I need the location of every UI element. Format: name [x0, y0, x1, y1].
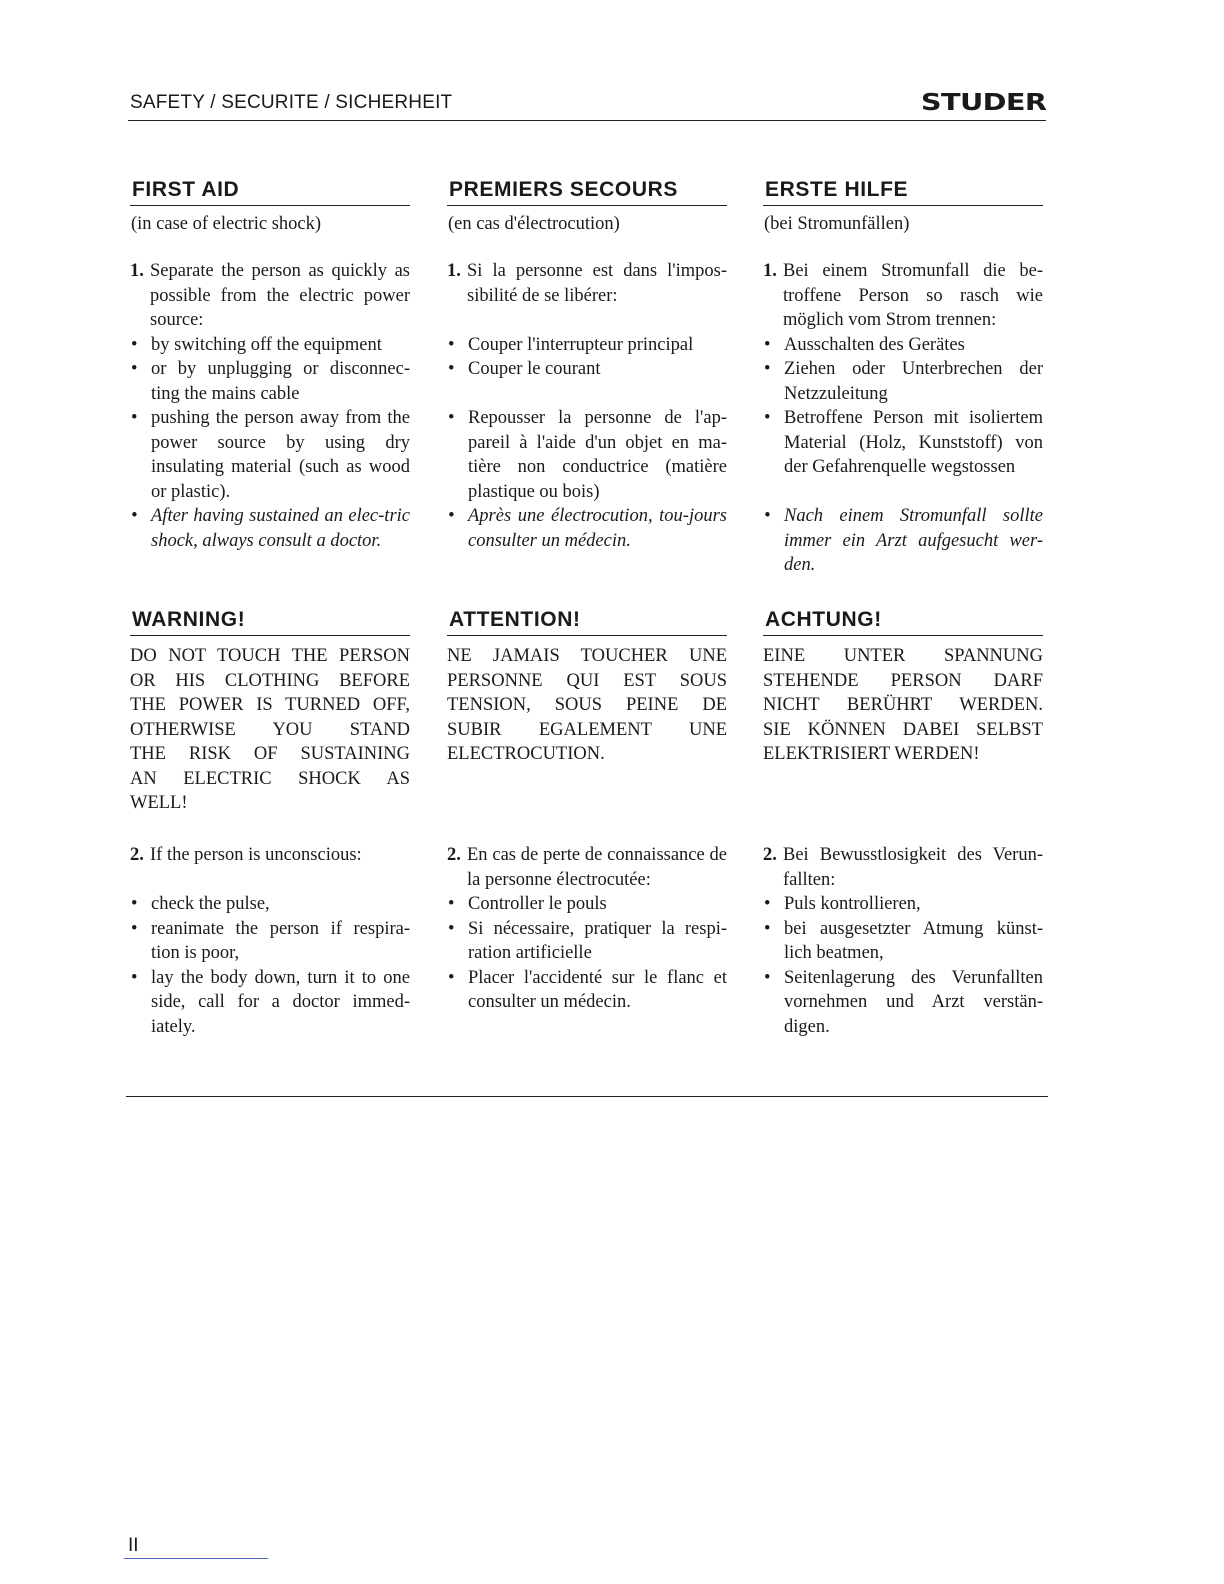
footer-link-underline: [124, 1558, 268, 1559]
list-item: • reanimate the person if respira-tion is poor,: [131, 918, 410, 963]
warning-text: DO NOT TOUCH THE PERSON OR HIS CLOTHING BEFORE THE POWER IS TURNED OFF, OTHERWISE YOU STAND THE RISK OF SUSTAINING AN ELECTRIC SHOCK AS WELL!: [130, 646, 410, 813]
list-item: • Repousser la personne de l'ap-pareil à l'aide d'un objet en ma-tière non conductrice (matière plastique ou bois): [448, 408, 727, 502]
step-1: 1. Bei einem Stromunfall die be-troffene Person so rasch wie möglich vom Strom trennen:: [763, 261, 1043, 330]
warning-french: [447, 608, 727, 767]
list-item: • Si nécessaire, pratiquer la respi-ration artificielle: [448, 918, 727, 963]
list-item: • Couper le courant: [448, 359, 601, 379]
section-heading: FIRST AID: [130, 178, 410, 206]
column-english: [130, 178, 410, 553]
header-title: SAFETY / SECURITE / SICHERHEIT: [130, 92, 453, 113]
warning-text: NE JAMAIS TOUCHER UNE PERSONNE QUI EST SOUS TENSION, SOUS PEINE DE SUBIR EGALEMENT UNE ELECTROCUTION.: [447, 646, 727, 764]
list-item: • Seitenlagerung des Verunfallten vornehmen und Arzt verstän-digen.: [764, 967, 1043, 1037]
list-item: • bei ausgesetzter Atmung künst-lich beatmen,: [764, 918, 1043, 963]
studer-logo: STUDER: [920, 90, 1046, 116]
step-2: 2. En cas de perte de connaissance de la personne électrocutée:: [447, 845, 727, 890]
column-german: [763, 178, 1043, 578]
list-item-italic: • After having sustained an elec-tric shock, always consult a doctor.: [131, 506, 410, 551]
column-french: [447, 178, 727, 553]
warning-heading: ATTENTION!: [447, 608, 727, 636]
section-subtitle: (in case of electric shock): [131, 214, 322, 234]
list-item: • Placer l'accidenté sur le flanc et consulter un médecin.: [448, 967, 727, 1012]
list-item: • check the pulse,: [131, 894, 270, 914]
page-number: II: [128, 1535, 139, 1556]
step-1: 1. Si la personne est dans l'impos-sibilité de se libérer:: [447, 261, 727, 306]
section-subtitle: (en cas d'électrocution): [448, 214, 620, 234]
step-1: 1. Separate the person as quickly as possible from the electric power source:: [130, 261, 410, 330]
warning-text: EINE UNTER SPANNUNG STEHENDE PERSON DARF NICHT BERÜHRT WERDEN. SIE KÖNNEN DABEI SELBST ELEKTRISIERT WERDEN!: [763, 646, 1043, 764]
step-2: 2. If the person is unconscious:: [130, 845, 362, 865]
list-item: • Couper l'interrupteur principal: [448, 334, 694, 355]
list-item: • pushing the person away from the power source by using dry insulating material (such as wood or plastic).: [131, 408, 410, 502]
warning-english: [130, 608, 410, 816]
warning-heading: ACHTUNG!: [763, 608, 1043, 636]
section-heading: ERSTE HILFE: [763, 178, 1043, 206]
list-item: • lay the body down, turn it to one side, call for a doctor immed-iately.: [131, 967, 410, 1037]
list-item-italic: • Nach einem Stromunfall sollte immer ein Arzt aufgesucht wer-den.: [764, 506, 1043, 575]
list-item: • Ausschalten des Gerätes: [764, 334, 965, 355]
section-heading: PREMIERS SECOURS: [447, 178, 727, 206]
warning-heading: WARNING!: [130, 608, 410, 636]
list-item: • or by unplugging or disconnec-ting the mains cable: [131, 359, 410, 404]
section-subtitle: (bei Stromunfällen): [764, 214, 910, 234]
list-item: • by switching off the equipment: [131, 334, 382, 355]
list-item-italic: • Après une électrocution, tou-jours consulter un médecin.: [448, 506, 727, 551]
page-header: [128, 92, 1046, 121]
list-item: • Puls kontrollieren,: [764, 894, 921, 914]
list-item: • Controller le pouls: [448, 894, 607, 914]
list-item: • Betroffene Person mit isoliertem Material (Holz, Kunststoff) von der Gefahrenquelle wegstossen: [764, 408, 1043, 477]
section-divider: [126, 1096, 1048, 1097]
warning-german: [763, 608, 1043, 767]
step2-english: [130, 843, 410, 1039]
step-2: 2. Bei Bewusstlosigkeit des Verun-fallten:: [763, 845, 1043, 890]
step2-french: [447, 843, 727, 1015]
step2-german: [763, 843, 1043, 1039]
list-item: • Ziehen oder Unterbrechen der Netzzuleitung: [764, 359, 1043, 404]
